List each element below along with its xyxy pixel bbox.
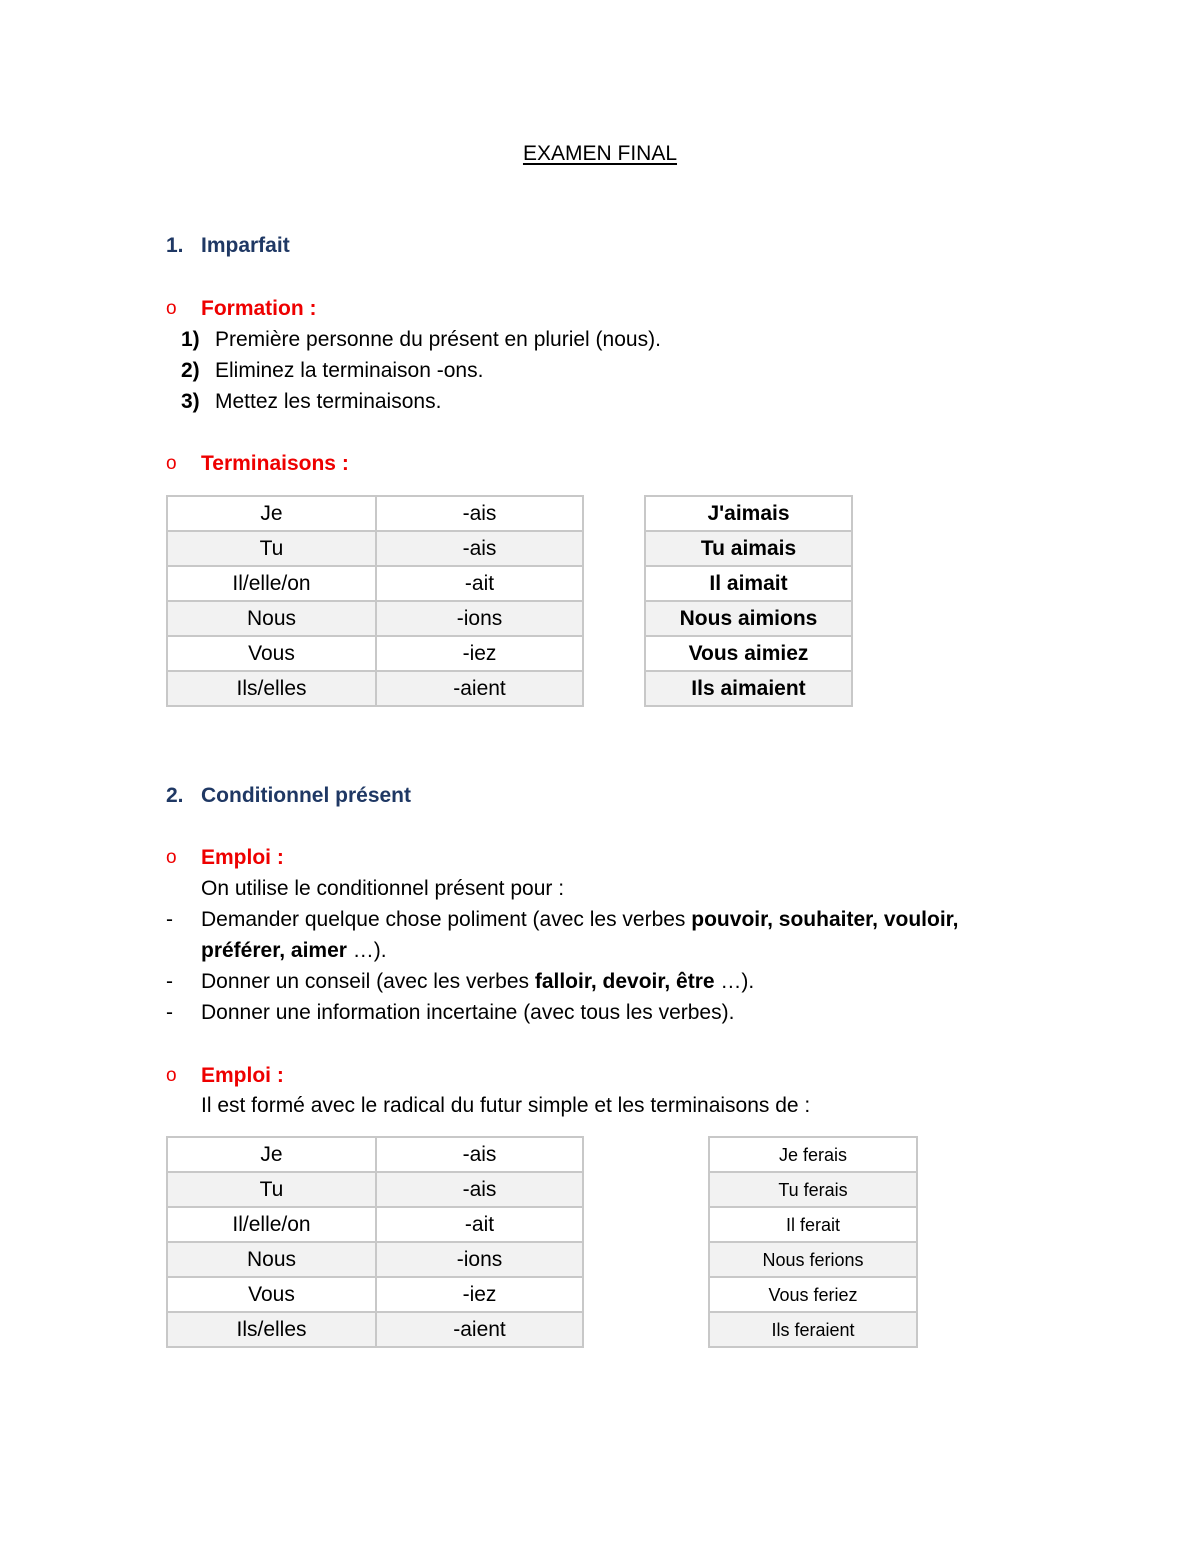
table-cell: Nous aimions bbox=[645, 601, 852, 636]
bold-verbs: falloir, devoir, être bbox=[534, 970, 715, 993]
table-cell: -ions bbox=[376, 601, 583, 636]
table-cell: Vous bbox=[167, 1277, 376, 1312]
table-cell: Vous bbox=[167, 636, 376, 671]
section-number: 2. bbox=[166, 784, 184, 807]
list-text bbox=[201, 907, 959, 933]
subheading-label: Emploi : bbox=[201, 846, 284, 869]
paragraph: Il est formé avec le radical du futur simple et les terminaisons de : bbox=[201, 1094, 811, 1117]
table-cell: -aient bbox=[376, 1312, 583, 1347]
list-text: Eliminez la terminaison -ons. bbox=[215, 359, 484, 382]
table-row bbox=[645, 636, 852, 671]
table-cell: Vous feriez bbox=[709, 1277, 917, 1312]
table-row bbox=[167, 671, 583, 706]
bold-verbs: préférer, aimer bbox=[201, 939, 347, 962]
table-cell: Je ferais bbox=[709, 1137, 917, 1172]
list-number: 2) bbox=[181, 359, 200, 382]
table-row bbox=[167, 601, 583, 636]
table-row bbox=[709, 1137, 917, 1172]
table-cell: Ils/elles bbox=[167, 1312, 376, 1347]
subheading-label: Formation : bbox=[201, 297, 317, 320]
list-item bbox=[181, 358, 881, 384]
table-row bbox=[645, 601, 852, 636]
table-row bbox=[167, 496, 583, 531]
table-cell: -ait bbox=[376, 566, 583, 601]
table-row bbox=[645, 566, 852, 601]
list-text: Première personne du présent en pluriel (nous). bbox=[215, 328, 661, 351]
circle-bullet-icon: o bbox=[166, 453, 177, 474]
table-cell: Nous bbox=[167, 601, 376, 636]
imparfait-endings-table bbox=[166, 495, 584, 707]
list-item bbox=[166, 1000, 1006, 1026]
bold-verbs: pouvoir, souhaiter, vouloir, bbox=[691, 908, 959, 931]
table-cell: Nous bbox=[167, 1242, 376, 1277]
dash-bullet: - bbox=[166, 1001, 173, 1024]
table-cell: J'aimais bbox=[645, 496, 852, 531]
page-title: EXAMEN FINAL bbox=[522, 142, 678, 165]
table-row bbox=[167, 1277, 583, 1312]
list-item bbox=[181, 389, 881, 415]
table-cell: Nous ferions bbox=[709, 1242, 917, 1277]
table-cell: Tu bbox=[167, 531, 376, 566]
table-cell: Tu aimais bbox=[645, 531, 852, 566]
table-cell: -iez bbox=[376, 1277, 583, 1312]
table-row bbox=[709, 1172, 917, 1207]
table-cell: Je bbox=[167, 496, 376, 531]
table-row bbox=[709, 1312, 917, 1347]
dash-bullet: - bbox=[166, 908, 173, 931]
table-cell: -ais bbox=[376, 1137, 583, 1172]
list-text bbox=[201, 938, 387, 964]
text-run: Donner un conseil (avec les verbes bbox=[201, 970, 535, 993]
section-heading-conditionnel bbox=[166, 783, 566, 809]
table-cell: Il aimait bbox=[645, 566, 852, 601]
table-cell: -ions bbox=[376, 1242, 583, 1277]
table-cell: Ils aimaient bbox=[645, 671, 852, 706]
subheading-formation bbox=[166, 296, 566, 322]
list-item bbox=[166, 907, 1006, 933]
subheading-label: Emploi : bbox=[201, 1064, 284, 1087]
dash-bullet: - bbox=[166, 970, 173, 993]
section-title: Imparfait bbox=[201, 234, 290, 257]
table-cell: Il/elle/on bbox=[167, 566, 376, 601]
section-title: Conditionnel présent bbox=[201, 784, 411, 807]
section-heading-imparfait bbox=[166, 233, 566, 259]
table-cell: Il ferait bbox=[709, 1207, 917, 1242]
list-item bbox=[181, 327, 881, 353]
table-cell: Ils/elles bbox=[167, 671, 376, 706]
imparfait-example-table bbox=[644, 495, 853, 707]
list-text bbox=[201, 969, 754, 995]
table-cell: Tu bbox=[167, 1172, 376, 1207]
subheading-label: Terminaisons : bbox=[201, 452, 349, 475]
table-cell: -ais bbox=[376, 531, 583, 566]
table-cell: Vous aimiez bbox=[645, 636, 852, 671]
section-number: 1. bbox=[166, 234, 184, 257]
table-row bbox=[167, 1312, 583, 1347]
table-cell: Ils feraient bbox=[709, 1312, 917, 1347]
table-cell: -ais bbox=[376, 1172, 583, 1207]
circle-bullet-icon: o bbox=[166, 847, 177, 868]
table-row bbox=[167, 1242, 583, 1277]
list-text: Mettez les terminaisons. bbox=[215, 390, 442, 413]
paragraph: On utilise le conditionnel présent pour : bbox=[201, 877, 565, 900]
text-run: …). bbox=[714, 970, 755, 993]
table-row bbox=[167, 1172, 583, 1207]
table-row bbox=[167, 636, 583, 671]
table-cell: Je bbox=[167, 1137, 376, 1172]
table-cell: -ait bbox=[376, 1207, 583, 1242]
table-row bbox=[709, 1207, 917, 1242]
table-row bbox=[167, 1137, 583, 1172]
table-cell: -aient bbox=[376, 671, 583, 706]
list-number: 3) bbox=[181, 390, 200, 413]
list-number: 1) bbox=[181, 328, 200, 351]
list-text: Donner une information incertaine (avec tous les verbes). bbox=[201, 1001, 735, 1024]
table-row bbox=[167, 1207, 583, 1242]
table-row bbox=[645, 531, 852, 566]
table-row bbox=[167, 531, 583, 566]
circle-bullet-icon: o bbox=[166, 1065, 177, 1086]
subheading-emploi bbox=[166, 845, 566, 871]
table-row bbox=[645, 496, 852, 531]
table-row bbox=[167, 566, 583, 601]
subheading-terminaisons bbox=[166, 451, 566, 477]
table-cell: -ais bbox=[376, 496, 583, 531]
conditionnel-endings-table bbox=[166, 1136, 584, 1348]
conditionnel-example-table bbox=[708, 1136, 918, 1348]
table-row bbox=[645, 671, 852, 706]
list-item-continuation bbox=[166, 938, 1006, 964]
table-cell: Il/elle/on bbox=[167, 1207, 376, 1242]
table-cell: -iez bbox=[376, 636, 583, 671]
table-cell: Tu ferais bbox=[709, 1172, 917, 1207]
table-row bbox=[709, 1242, 917, 1277]
text-run: …). bbox=[346, 939, 387, 962]
table-row bbox=[709, 1277, 917, 1312]
circle-bullet-icon: o bbox=[166, 298, 177, 319]
subheading-emploi bbox=[166, 1063, 566, 1089]
list-item bbox=[166, 969, 1006, 995]
text-run: Demander quelque chose poliment (avec les verbes bbox=[201, 908, 692, 931]
